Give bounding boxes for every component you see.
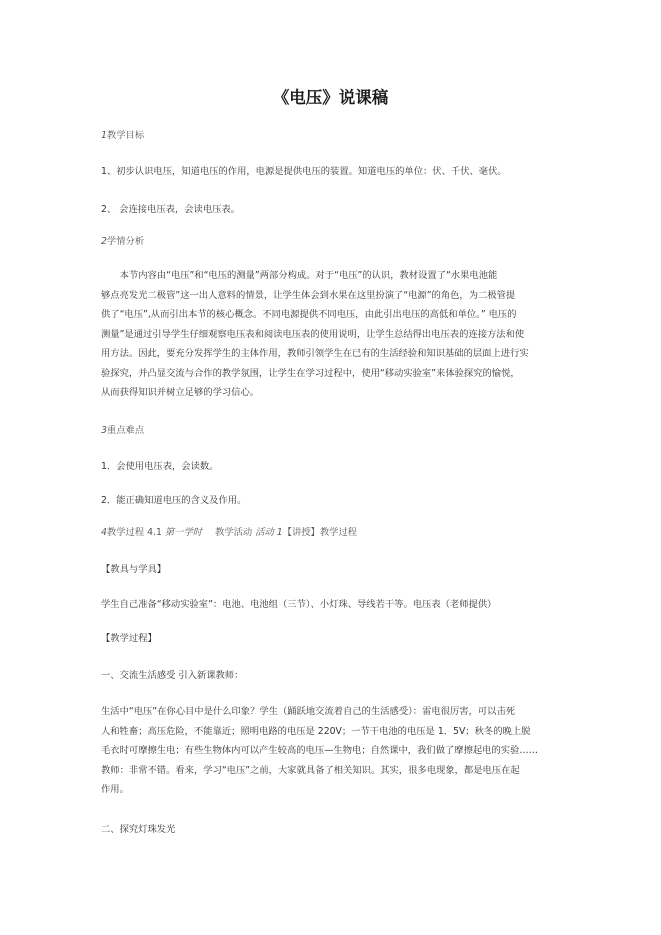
period-label: 第一学时 [164,527,203,538]
section-heading-goals [101,129,144,143]
section-heading-analysis [101,235,144,249]
activity-name: 活动 1 [255,527,283,538]
paragraph-line: 从而获得知识并树立足够的学习信心。 [101,387,260,398]
section-heading-process [101,526,357,540]
step-heading-1: 一、交流生活感受 引入新课教师： [101,670,244,681]
step-heading-2: 二、探究灯珠发光 [101,824,176,835]
paragraph-line: 教师：非常不错。看来，学习“电压”之前，大家就具备了相关知识。其实，很多电现象，都是电压在起 [101,764,520,776]
paragraph-line: 生活中“电压”在你心目中是什么印象？学生（踊跃地交流着自己的生活感受）：雷电很厉害，可以击死 [101,706,516,717]
paragraph-line: 供了“电压”,从而引出本节的核心概念。不同电源提供不同电压，由此引出电压的高低和单位。” 电压的 [101,309,517,320]
paragraph-line: 够点亮发光二极管”这一出人意料的情景，让学生体会到水果在这里扮演了“电源”的角色，为二极管提 [101,289,516,301]
document-title: 《电压》说课稿 [272,88,389,107]
goal-item-2: 2、 会连接电压表，会读电压表。 [101,204,241,215]
section-label: 学情分析 [106,236,145,247]
section-label: 重点难点 [106,425,145,436]
paragraph-line: 作用。 [101,784,129,795]
section-heading-keypoints [101,424,144,438]
section-number: 1 [101,130,107,141]
analysis-paragraph [101,266,561,403]
paragraph-line: 毛衣时可摩擦生电；有些生物体内可以产生较高的电压—生物电；自然课中，我们做了摩擦起电的实验…… [101,745,538,756]
paragraph-line: 验探究，并凸显交流与合作的教学氛围，让学生在学习过程中，使用“移动实验室”来体验探究的愉悦， [101,367,520,379]
activity-label: 教学活动 [215,527,253,538]
section-label: 教学过程 [106,527,145,538]
subsection-number: 4.1 [147,527,162,538]
section-number: 2 [101,236,107,247]
tools-text: 学生自己准备“移动实验室”：电池、电池组（三节）、小灯珠、导线若干等。电压表（老师提供） [101,599,497,610]
goal-item-1: 1、初步认识电压，知道电压的作用，电源是提供电压的装置。知道电压的单位：伏、千伏、毫伏。 [101,166,507,177]
keypoint-item-2: 2．能正确知道电压的含义及作用。 [101,495,247,506]
paragraph-line: 用方法。因此，要充分发挥学生的主体作用，教师引领学生在已有的生活经验和知识基础的层面上进行实 [101,348,529,359]
process-heading: 【教学过程】 [101,633,157,644]
tools-heading: 【教具与学具】 [101,564,167,575]
paragraph-line: 人和牲畜；高压危险，不能靠近；照明电路的电压是 220V；一节干电池的电压是 1．5V；秋冬的晚上脱 [101,725,531,737]
keypoint-item-1: 1．会使用电压表，会读数。 [101,461,219,472]
section-number: 4 [101,527,107,538]
paragraph-line: 测量”是通过引导学生仔细观察电压表和阅读电压表的使用说明，让学生总结得出电压表的连接方法和使 [101,328,525,340]
paragraph-line: 本节内容由“电压”和“电压的测量”两部分构成。对于“电压”的认识，教材设置了“水果电池能 [101,270,498,281]
section-number: 3 [101,425,107,436]
step1-paragraph [101,702,561,800]
activity-tail: 【讲授】教学过程 [282,527,358,538]
section-label: 教学目标 [106,130,145,141]
